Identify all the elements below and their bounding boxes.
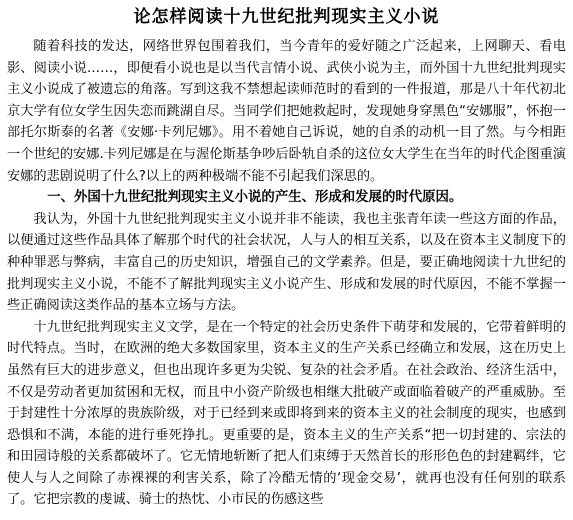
section-paragraph-1: 我认为，外国十九世纪批判现实主义小说并非不能读，我也主张青年读一些这方面的作品，以便通过这些作品具体了解那个时代的社会状况，人与人的相互关系，以及在资本主义制度下的种种罪恶与弊病，丰富自己的历史知识，增强自己的文学素养。但是，要正确地阅读十九世纪的批判现实主义小说，不能不了解批判现实主义小说产生、形成和发展的时代原因，不能不掌握一些正确阅读这类作品的基本立场与方法。 (7, 211, 566, 314)
section-paragraph-2: 十九世纪批判现实主义文学，是在一个特定的社会历史条件下萌芽和发展的，它带着鲜明的时代特点。当时，在欧洲的绝大多数国家里，资本主义的生产关系已经确立和发展，这在历史上虽然有巨大的进步意义，但也出现许多更为尖锐、复杂的社会矛盾。在社会政治、经济生活中，不仅是劳动者更加贫困和无权，而且中小资产阶级也相继大批破产或面临着破产的严重威胁。至于封建性十分浓厚的贵族阶级，对于已经到来或即将到来的资本主义的社会制度的现实，也感到恐惧和不满，本能的进行垂死挣扎。更重要的是，资本主义的生产关系“把一切封建的、宗法的和田园诗般的关系都破坏了。它无情地斩断了把人们束缚于天然首长的形形色色的封建羁绊，它使人与人之间除了赤裸裸的利害关系，除了冷酷无情的‘现金交易’，就再也没有任何别的联系了。它把宗教的虔诚、骑士的热忱、小市民的伤感这些 (7, 319, 566, 508)
document-title: 论怎样阅读十九世纪批判现实主义小说 (133, 7, 440, 27)
intro-paragraph: 随着科技的发达，网络世界包围着我们，当今青年的爱好随之广泛起来，上网聊天、看电影、阅读小说……，即便看小说也是以当代言情小说、武侠小说为主，而外国十九世纪批判现实主义小说成了被遗忘的角落。写到这我不禁想起读师范时的看到的一件报道，那是八十年代初北京大学有位女学生因失恋而跳湖自尽。当同学们把她救起时，发现她身穿黑色“安娜服”，怀抱一部托尔斯泰的名著《安娜·卡列尼娜》。用不着她自己诉说，她的自杀的动机一目了然。与今相距一个世纪的安娜.卡列尼娜是在与渥伦斯基争吵后卧轨自杀的这位女大学生在当年的时代企图重演安娜的悲剧说明了什么?以上的两种极端不能不引起我们深思的。 (7, 39, 566, 184)
section-heading: 一、外国十九世纪批判现实主义小说的产生、形成和发展的时代原因。 (47, 189, 463, 206)
